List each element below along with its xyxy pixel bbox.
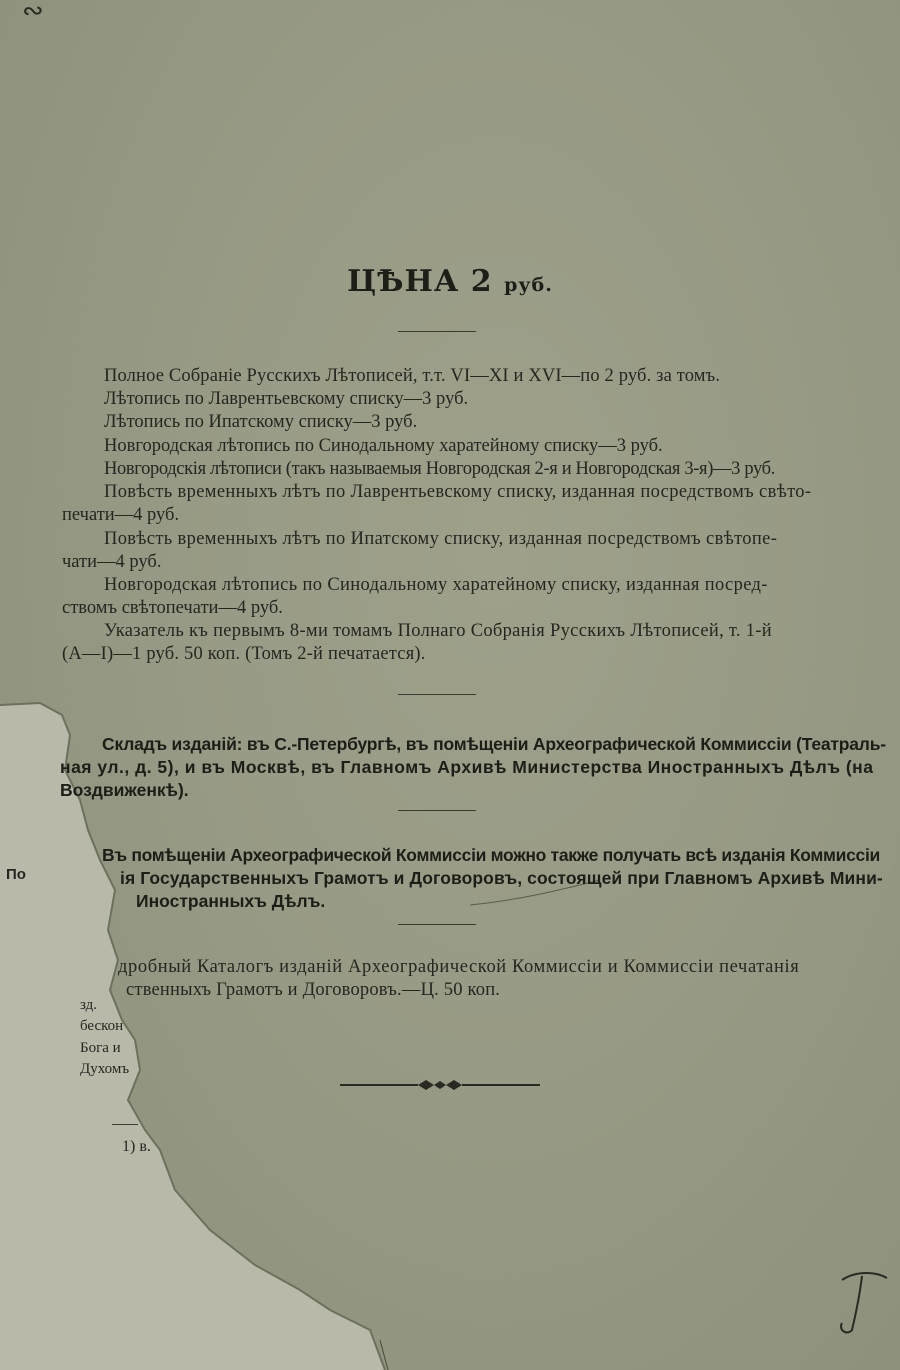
margin-text: По bbox=[6, 866, 26, 883]
footnote: 1) в. bbox=[122, 1138, 151, 1155]
divider-1 bbox=[398, 331, 476, 332]
list-line-5: Новгородскія лѣтописи (такъ называемыя Новгородская 2-я и Новгородская 3-я)—3 руб. bbox=[104, 459, 775, 479]
catalog-line-1: дробный Каталогъ изданій Археографической Коммиссіи и Коммиссіи печатанія bbox=[118, 957, 800, 977]
list-line-8: Повѣсть временныхъ лѣтъ по Ипатскому списку, изданная посредствомъ свѣтопе- bbox=[104, 529, 778, 549]
ornament-divider bbox=[340, 1077, 540, 1093]
signature-mark bbox=[832, 1268, 892, 1338]
commission-line-1: Въ помѣщеніи Археографической Коммиссіи можно также получать всѣ изданія Коммиссіи bbox=[102, 845, 880, 865]
list-line-7: печати—4 руб. bbox=[62, 505, 180, 525]
fragment-line-2: бескон bbox=[80, 1018, 124, 1034]
list-line-12: Указатель къ первымъ 8-ми томамъ Полнаго Собранія Русскихъ Лѣтописей, т. 1-й bbox=[104, 621, 772, 641]
price-unit: руб. bbox=[504, 274, 553, 296]
divider-4 bbox=[398, 924, 476, 925]
corner-mark: ∾ bbox=[22, 0, 44, 26]
list-line-9: чати—4 руб. bbox=[62, 552, 162, 572]
price-main: ЦѢНА 2 bbox=[347, 264, 493, 299]
divider-3 bbox=[398, 810, 476, 811]
fragment-line-4: Духомъ bbox=[80, 1061, 130, 1077]
fragment-line-3: Бога и bbox=[80, 1040, 121, 1056]
warehouse-line-1: Складъ изданій: въ С.-Петербургѣ, въ помѣщеніи Археографической Коммиссіи (Театраль- bbox=[102, 734, 886, 754]
list-line-6: Повѣсть временныхъ лѣтъ по Лаврентьевскому списку, изданная посредствомъ свѣто- bbox=[104, 482, 812, 502]
list-line-1: Полное Собраніе Русскихъ Лѣтописей, т.т. VI—XI и XVI—по 2 руб. за томъ. bbox=[104, 366, 721, 386]
list-line-13: (А—I)—1 руб. 50 коп. (Томъ 2-й печатается). bbox=[62, 644, 426, 664]
commission-line-3: Иностранныхъ Дѣлъ. bbox=[136, 891, 326, 911]
warehouse-line-2: ная ул., д. 5), и въ Москвѣ, въ Главномъ Архивѣ Министерства Иностранныхъ Дѣлъ (на bbox=[60, 757, 874, 777]
list-line-10: Новгородская лѣтопись по Синодальному харатейному списку, изданная посред- bbox=[104, 575, 768, 595]
fragment-line-1: зд. bbox=[80, 997, 98, 1013]
divider-2 bbox=[398, 694, 476, 695]
footnote-rule bbox=[112, 1124, 138, 1125]
price-heading bbox=[0, 264, 900, 299]
list-line-2: Лѣтопись по Лаврентьевскому списку—3 руб. bbox=[104, 389, 469, 409]
list-line-3: Лѣтопись по Ипатскому списку—3 руб. bbox=[104, 412, 418, 432]
catalog-line-2: ственныхъ Грамотъ и Договоровъ.—Ц. 50 коп. bbox=[126, 980, 501, 1000]
warehouse-line-3: Воздвиженкѣ). bbox=[60, 780, 189, 800]
list-line-11: ствомъ свѣтопечати—4 руб. bbox=[62, 598, 283, 618]
list-line-4: Новгородская лѣтопись по Синодальному харатейному списку—3 руб. bbox=[104, 436, 663, 456]
commission-line-2: ія Государственныхъ Грамотъ и Договоровъ, состоящей при Главномъ Архивѣ Мини- bbox=[120, 868, 883, 888]
